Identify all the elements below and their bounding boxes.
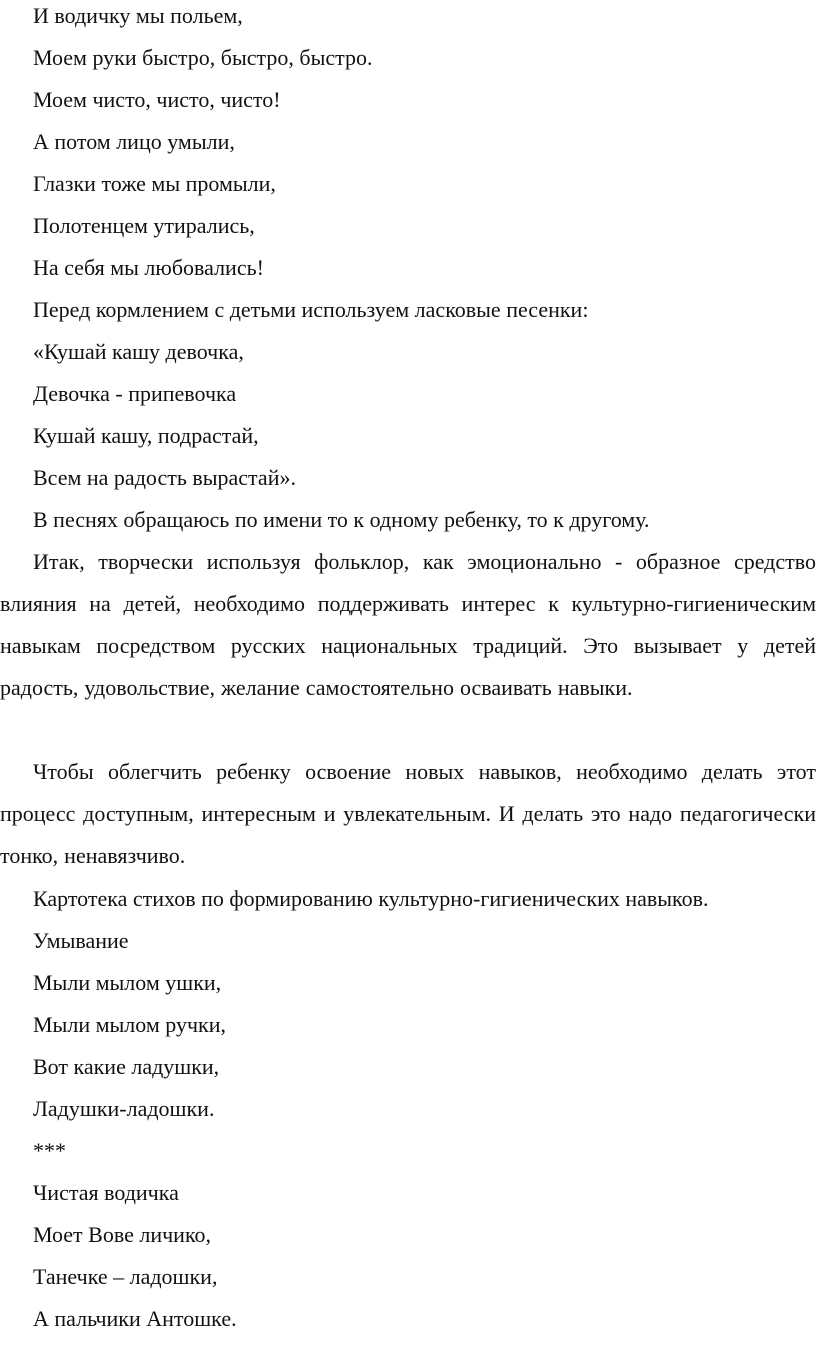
poem-line: И водичку мы польем, bbox=[33, 3, 243, 28]
poem-line: А пальчики Антошке. bbox=[33, 1306, 237, 1331]
poem-line: Чистая водичка bbox=[33, 1180, 179, 1205]
song-line: «Кушай кашу девочка, bbox=[33, 339, 244, 364]
song-line: Всем на радость вырастай». bbox=[33, 465, 296, 490]
song-line: Девочка - припевочка bbox=[33, 381, 237, 406]
song-line: Кушай кашу, подрастай, bbox=[33, 423, 259, 448]
poem-line: На себя мы любовались! bbox=[33, 255, 264, 280]
separator: *** bbox=[33, 1138, 66, 1163]
card-file-title: Картотека стихов по формированию культурно-гигиенических навыков. bbox=[33, 886, 709, 911]
poem-line: Ладушки-ладошки. bbox=[33, 1096, 215, 1121]
poem-line: Мыли мылом ручки, bbox=[33, 1012, 227, 1037]
poem-line: Моет Вове личико, bbox=[33, 1222, 212, 1247]
poem-line: Вот какие ладушки, bbox=[33, 1054, 220, 1079]
poem-line: А потом лицо умыли, bbox=[33, 129, 235, 154]
poem-line: Моем чисто, чисто, чисто! bbox=[33, 87, 281, 112]
poem-line: Мыли мылом ушки, bbox=[33, 970, 222, 995]
section-title: Умывание bbox=[33, 928, 129, 953]
intro-songs-text: Перед кормлением с детьми используем ласковые песенки: bbox=[33, 297, 589, 322]
songs-note-text: В песнях обращаюсь по имени то к одному ребенку, то к другому. bbox=[33, 507, 650, 532]
poem-line: Моем руки быстро, быстро, быстро. bbox=[33, 45, 373, 70]
poem-line: Танечке – ладошки, bbox=[33, 1264, 218, 1289]
poem-line: Глазки тоже мы промыли, bbox=[33, 171, 276, 196]
poem-line: Полотенцем утирались, bbox=[33, 213, 255, 238]
paragraph-folklore: Итак, творчески используя фольклор, как эмоционально - образное средство влияния на детей, необходимо поддерживать интерес к культурно-гигиеническим навыкам посредством русских национальных традиций. Это вызывает у детей радость, удовольствие, желание самостоятельно осваивать навыки. bbox=[0, 549, 816, 700]
paragraph-skills: Чтобы облегчить ребенку освоение новых навыков, необходимо делать этот процесс доступным, интересным и увлекательным. И делать это надо педагогически тонко, ненавязчиво. bbox=[0, 759, 816, 868]
